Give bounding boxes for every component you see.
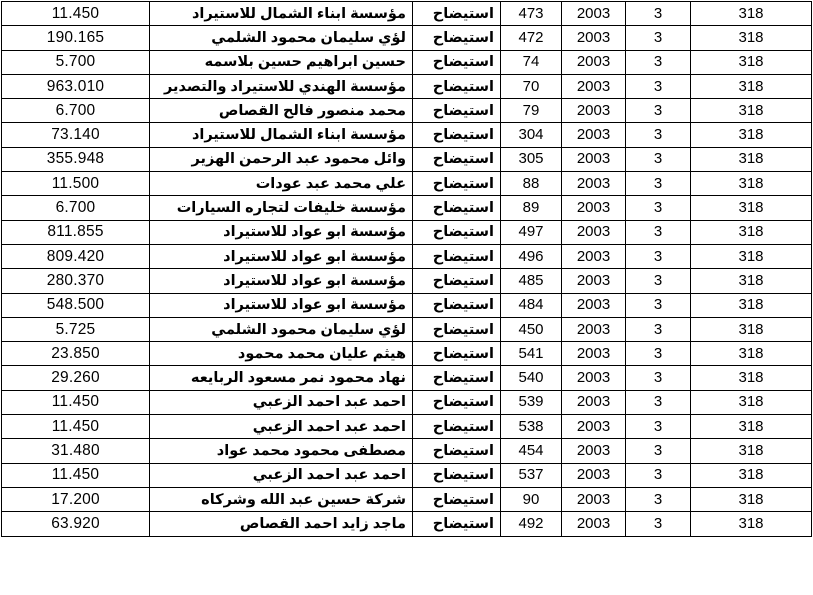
year-cell: 2003 (562, 512, 626, 536)
year-cell: 2003 (562, 196, 626, 220)
type-cell: استيضاح (413, 26, 501, 50)
type-cell: استيضاح (413, 390, 501, 414)
code-cell: 318 (691, 74, 812, 98)
type-cell: استيضاح (413, 50, 501, 74)
number-cell: 539 (501, 390, 562, 414)
amount-cell: 63.920 (2, 512, 150, 536)
amount-cell: 548.500 (2, 293, 150, 317)
number-cell: 74 (501, 50, 562, 74)
table-row (2, 415, 812, 439)
number-cell: 70 (501, 74, 562, 98)
code-cell: 318 (691, 293, 812, 317)
amount-cell: 11.450 (2, 463, 150, 487)
year-cell: 2003 (562, 147, 626, 171)
number-cell: 485 (501, 269, 562, 293)
year-cell: 2003 (562, 220, 626, 244)
quarter-cell: 3 (626, 293, 691, 317)
amount-cell: 31.480 (2, 439, 150, 463)
amount-cell: 809.420 (2, 244, 150, 268)
name-cell: مؤسسة ابناء الشمال للاستيراد (150, 2, 413, 26)
name-cell: مؤسسة ابو عواد للاستيراد (150, 244, 413, 268)
name-cell: هيثم عليان محمد محمود (150, 342, 413, 366)
quarter-cell: 3 (626, 123, 691, 147)
code-cell: 318 (691, 99, 812, 123)
amount-cell: 280.370 (2, 269, 150, 293)
table-row (2, 439, 812, 463)
type-cell: استيضاح (413, 220, 501, 244)
quarter-cell: 3 (626, 317, 691, 341)
table-row (2, 220, 812, 244)
table-row (2, 147, 812, 171)
quarter-cell: 3 (626, 415, 691, 439)
type-cell: استيضاح (413, 123, 501, 147)
table-row (2, 366, 812, 390)
year-cell: 2003 (562, 74, 626, 98)
type-cell: استيضاح (413, 487, 501, 511)
type-cell: استيضاح (413, 342, 501, 366)
amount-cell: 11.450 (2, 415, 150, 439)
number-cell: 472 (501, 26, 562, 50)
code-cell: 318 (691, 147, 812, 171)
code-cell: 318 (691, 390, 812, 414)
number-cell: 88 (501, 172, 562, 196)
table-row (2, 342, 812, 366)
table-row (2, 244, 812, 268)
year-cell: 2003 (562, 26, 626, 50)
table-row (2, 293, 812, 317)
amount-cell: 963.010 (2, 74, 150, 98)
type-cell: استيضاح (413, 99, 501, 123)
number-cell: 497 (501, 220, 562, 244)
year-cell: 2003 (562, 317, 626, 341)
quarter-cell: 3 (626, 512, 691, 536)
number-cell: 305 (501, 147, 562, 171)
type-cell: استيضاح (413, 317, 501, 341)
quarter-cell: 3 (626, 220, 691, 244)
amount-cell: 73.140 (2, 123, 150, 147)
type-cell: استيضاح (413, 2, 501, 26)
year-cell: 2003 (562, 172, 626, 196)
amount-cell: 5.725 (2, 317, 150, 341)
name-cell: مؤسسة ابو عواد للاستيراد (150, 220, 413, 244)
table-row (2, 463, 812, 487)
number-cell: 89 (501, 196, 562, 220)
type-cell: استيضاح (413, 366, 501, 390)
year-cell: 2003 (562, 50, 626, 74)
name-cell: مصطفى محمود محمد عواد (150, 439, 413, 463)
code-cell: 318 (691, 26, 812, 50)
type-cell: استيضاح (413, 269, 501, 293)
quarter-cell: 3 (626, 342, 691, 366)
code-cell: 318 (691, 487, 812, 511)
number-cell: 90 (501, 487, 562, 511)
code-cell: 318 (691, 244, 812, 268)
table-row (2, 123, 812, 147)
name-cell: شركة حسين عبد الله وشركاه (150, 487, 413, 511)
year-cell: 2003 (562, 123, 626, 147)
number-cell: 496 (501, 244, 562, 268)
quarter-cell: 3 (626, 26, 691, 50)
table-row (2, 512, 812, 536)
table-row (2, 487, 812, 511)
quarter-cell: 3 (626, 172, 691, 196)
year-cell: 2003 (562, 463, 626, 487)
quarter-cell: 3 (626, 390, 691, 414)
number-cell: 304 (501, 123, 562, 147)
type-cell: استيضاح (413, 415, 501, 439)
amount-cell: 5.700 (2, 50, 150, 74)
name-cell: ماجد زايد احمد القصاص (150, 512, 413, 536)
year-cell: 2003 (562, 2, 626, 26)
quarter-cell: 3 (626, 366, 691, 390)
name-cell: مؤسسة ابو عواد للاستيراد (150, 293, 413, 317)
type-cell: استيضاح (413, 196, 501, 220)
table-row (2, 172, 812, 196)
name-cell: احمد عبد احمد الزعبي (150, 415, 413, 439)
type-cell: استيضاح (413, 463, 501, 487)
year-cell: 2003 (562, 415, 626, 439)
amount-cell: 29.260 (2, 366, 150, 390)
amount-cell: 17.200 (2, 487, 150, 511)
quarter-cell: 3 (626, 2, 691, 26)
amount-cell: 6.700 (2, 99, 150, 123)
name-cell: احمد عبد احمد الزعبي (150, 390, 413, 414)
number-cell: 454 (501, 439, 562, 463)
table-row (2, 317, 812, 341)
number-cell: 492 (501, 512, 562, 536)
quarter-cell: 3 (626, 463, 691, 487)
year-cell: 2003 (562, 366, 626, 390)
code-cell: 318 (691, 439, 812, 463)
table-row (2, 196, 812, 220)
year-cell: 2003 (562, 293, 626, 317)
name-cell: لؤي سليمان محمود الشلمي (150, 26, 413, 50)
type-cell: استيضاح (413, 512, 501, 536)
year-cell: 2003 (562, 269, 626, 293)
code-cell: 318 (691, 512, 812, 536)
name-cell: محمد منصور فالح القصاص (150, 99, 413, 123)
number-cell: 473 (501, 2, 562, 26)
amount-cell: 11.450 (2, 390, 150, 414)
table-row (2, 50, 812, 74)
year-cell: 2003 (562, 390, 626, 414)
name-cell: نهاد محمود نمر مسعود الربايعه (150, 366, 413, 390)
year-cell: 2003 (562, 244, 626, 268)
table-row (2, 74, 812, 98)
code-cell: 318 (691, 50, 812, 74)
type-cell: استيضاح (413, 147, 501, 171)
quarter-cell: 3 (626, 99, 691, 123)
quarter-cell: 3 (626, 487, 691, 511)
amount-cell: 11.500 (2, 172, 150, 196)
table-body (2, 2, 812, 537)
code-cell: 318 (691, 366, 812, 390)
name-cell: مؤسسة خليفات لتجاره السيارات (150, 196, 413, 220)
amount-cell: 6.700 (2, 196, 150, 220)
name-cell: وائل محمود عبد الرحمن الهزير (150, 147, 413, 171)
type-cell: استيضاح (413, 172, 501, 196)
quarter-cell: 3 (626, 50, 691, 74)
table-row (2, 99, 812, 123)
year-cell: 2003 (562, 487, 626, 511)
number-cell: 79 (501, 99, 562, 123)
number-cell: 484 (501, 293, 562, 317)
number-cell: 538 (501, 415, 562, 439)
amount-cell: 811.855 (2, 220, 150, 244)
quarter-cell: 3 (626, 196, 691, 220)
type-cell: استيضاح (413, 244, 501, 268)
code-cell: 318 (691, 415, 812, 439)
year-cell: 2003 (562, 439, 626, 463)
table-row (2, 26, 812, 50)
amount-cell: 11.450 (2, 2, 150, 26)
code-cell: 318 (691, 269, 812, 293)
name-cell: مؤسسة ابناء الشمال للاستيراد (150, 123, 413, 147)
quarter-cell: 3 (626, 269, 691, 293)
code-cell: 318 (691, 220, 812, 244)
name-cell: احمد عبد احمد الزعبي (150, 463, 413, 487)
type-cell: استيضاح (413, 74, 501, 98)
code-cell: 318 (691, 317, 812, 341)
code-cell: 318 (691, 196, 812, 220)
quarter-cell: 3 (626, 439, 691, 463)
code-cell: 318 (691, 123, 812, 147)
name-cell: لؤي سليمان محمود الشلمي (150, 317, 413, 341)
code-cell: 318 (691, 172, 812, 196)
code-cell: 318 (691, 342, 812, 366)
name-cell: حسين ابراهيم حسين بلاسمه (150, 50, 413, 74)
table-row (2, 2, 812, 26)
amount-cell: 190.165 (2, 26, 150, 50)
number-cell: 450 (501, 317, 562, 341)
number-cell: 537 (501, 463, 562, 487)
number-cell: 540 (501, 366, 562, 390)
code-cell: 318 (691, 463, 812, 487)
name-cell: مؤسسة الهندي للاستيراد والتصدير (150, 74, 413, 98)
amount-cell: 355.948 (2, 147, 150, 171)
table-row (2, 390, 812, 414)
table-row (2, 269, 812, 293)
quarter-cell: 3 (626, 74, 691, 98)
type-cell: استيضاح (413, 293, 501, 317)
records-table (1, 1, 812, 537)
year-cell: 2003 (562, 342, 626, 366)
name-cell: علي محمد عبد عودات (150, 172, 413, 196)
amount-cell: 23.850 (2, 342, 150, 366)
code-cell: 318 (691, 2, 812, 26)
name-cell: مؤسسة ابو عواد للاستيراد (150, 269, 413, 293)
type-cell: استيضاح (413, 439, 501, 463)
quarter-cell: 3 (626, 244, 691, 268)
number-cell: 541 (501, 342, 562, 366)
quarter-cell: 3 (626, 147, 691, 171)
year-cell: 2003 (562, 99, 626, 123)
